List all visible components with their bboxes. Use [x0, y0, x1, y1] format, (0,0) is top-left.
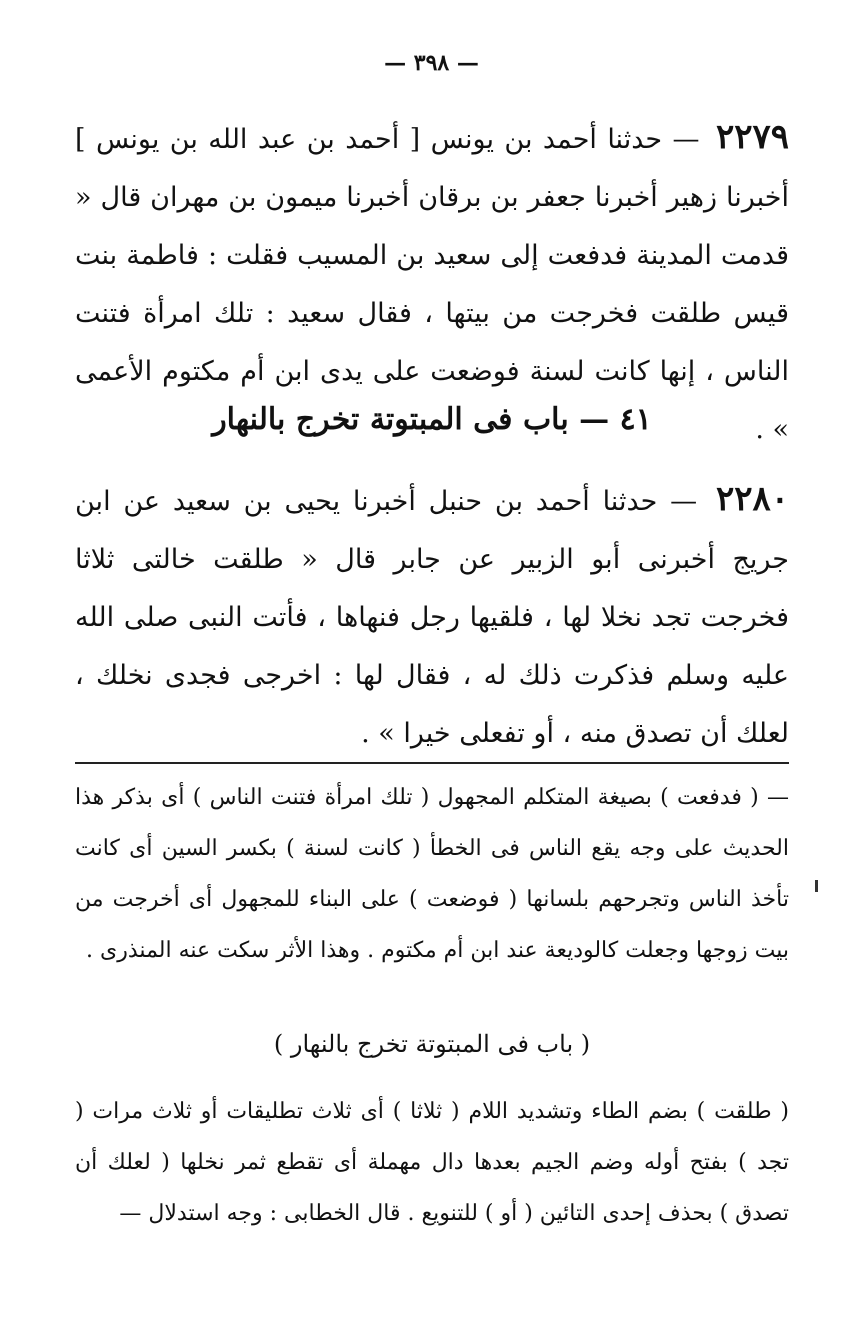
hadith-number: ٢٢٨٠ [715, 479, 789, 519]
hadith-2280 [75, 470, 789, 763]
commentary-paragraph: — ( فدفعت ) بصيغة المتكلم المجهول ( تلك امرأة فتنت الناس ) أى بذكر هذا الحديث على وجه يقع الناس فى الخطأ ( كانت لسنة ) بكسر السين أى كانت تأخذ الناس وتجرحهم بلسانها ( فوضعت ) على البناء للمجهول أى أخرجت من بيت زوجها وجعلت كالوديعة عند ابن أم مكتوم . وهذا الأثر سكت عنه المنذرى . [75, 785, 789, 963]
commentary-chapter-heading: ( باب فى المبتوتة تخرج بالنهار ) [273, 1030, 591, 1058]
margin-mark [815, 880, 818, 892]
hadith-text: — حدثنا أحمد بن حنبل أخبرنا يحيى بن سعيد عن ابن جريج أخبرنى أبو الزبير عن جابر قال « طلقت خالتى ثلاثا فخرجت تجد نخلا لها ، فلقيها رجل فنهاها ، فأتت النبى صلى الله عليه وسلم فذكرت ذلك له ، فقال لها : اخرجى فجدى نخلك ، لعلك أن تصدق منه ، أو تفعلى خيرا » . [75, 486, 789, 749]
page-number: — ٣٩٨ — [384, 50, 479, 76]
commentary-paragraph: ( طلقت ) بضم الطاء وتشديد اللام ( ثلاثا ) أى ثلاث تطليقات أو ثلاث مرات ( تجد ) بفتح أوله وضم الجيم بعدها دال مهملة أى تقطع ثمر نخلها ( لعلك أن تصدق ) بحذف إحدى التائين ( أو ) للتنويع . قال الخطابى : وجه استدلال — [75, 1099, 789, 1226]
hadith-number: ٢٢٧٩ [715, 117, 789, 157]
chapter-heading: ٤١ — باب فى المبتوتة تخرج بالنهار [212, 402, 652, 437]
hadith-text: — حدثنا أحمد بن يونس [ أحمد بن عبد الله بن يونس ] أخبرنا زهير أخبرنا جعفر بن برقان أخبرنا ميمون بن مهران قال « قدمت المدينة فدفعت إلى سعيد بن المسيب فقلت : فاطمة بنت قيس طلقت فخرجت من بيتها ، فقال سعيد : تلك امرأة فتنت الناس ، إنها كانت لسنة فوضعت على يدى ابن أم مكتوم الأعمى » . [75, 124, 789, 445]
footnote-divider [75, 762, 789, 764]
